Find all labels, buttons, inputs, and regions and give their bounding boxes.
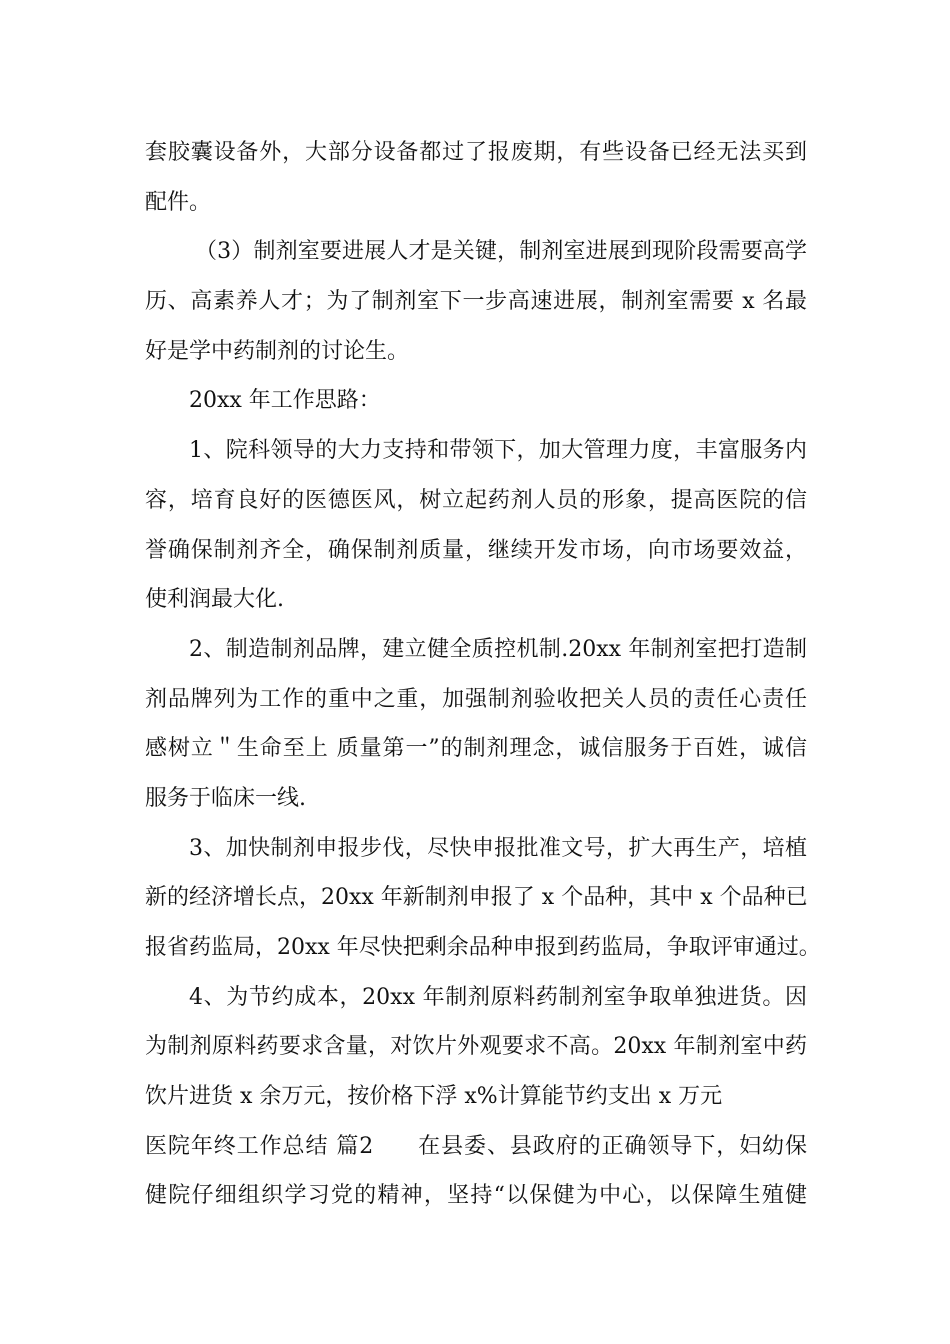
text-line: 感树立＂生命至上 质量第一”的制剂理念，诚信服务于百姓，诚信 bbox=[145, 736, 807, 762]
text-line: 好是学中药制剂的讨论生。 bbox=[145, 338, 410, 364]
section-intro: 在县委、县政府的正确领导下，妇幼保 bbox=[417, 1133, 807, 1159]
document-body bbox=[145, 128, 821, 1221]
text-line: 套胶囊设备外，大部分设备都过了报废期，有些设备已经无法买到 bbox=[145, 140, 807, 165]
section-heading: 20xx 年工作思路： bbox=[189, 388, 381, 414]
paragraph-first-line: 4、为节约成本，20xx 年制剂原料药制剂室争取单独进货。因 bbox=[189, 984, 807, 1010]
text-line: 新的经济增长点，20xx 年新制剂申报了 x 个品种，其中 x 个品种已 bbox=[145, 885, 808, 911]
text-line: 誉确保制剂齐全，确保制剂质量，继续开发市场，向市场要效益， bbox=[145, 537, 807, 563]
text-line: 饮片进货 x 余万元，按价格下浮 x%计算能节约支出 x 万元 bbox=[145, 1084, 723, 1110]
section-title-line bbox=[145, 1122, 807, 1172]
text-line: 健院仔细组织学习党的精神，坚持“以保健为中心，以保障生殖健 bbox=[145, 1183, 807, 1209]
section-title: 医院年终工作总结 篇2 bbox=[145, 1133, 374, 1159]
paragraph-first-line: 1、院科领导的大力支持和带领下，加大管理力度，丰富服务内 bbox=[189, 438, 807, 464]
paragraph-first-line: 3、加快制剂申报步伐，尽快申报批准文号，扩大再生产，培植 bbox=[189, 835, 807, 861]
text-line: 历、高素养人才；为了制剂室下一步高速进展，制剂室需要 x 名最 bbox=[145, 289, 807, 315]
text-line: 使利润最大化. bbox=[145, 587, 284, 613]
text-line: 服务于临床一线. bbox=[145, 785, 306, 811]
paragraph-first-line: （3）制剂室要进展人才是关键，制剂室进展到现阶段需要高学 bbox=[195, 239, 807, 265]
text-line: 为制剂原料药要求含量，对饮片外观要求不高。20xx 年制剂室中药 bbox=[145, 1034, 807, 1060]
text-line: 容，培育良好的医德医风，树立起药剂人员的形象，提高医院的信 bbox=[145, 487, 807, 513]
paragraph-first-line: 2、制造制剂品牌，建立健全质控机制.20xx 年制剂室把打造制 bbox=[189, 636, 807, 662]
text-line: 剂品牌列为工作的重中之重，加强制剂验收把关人员的责任心责任 bbox=[145, 686, 807, 712]
text-line: 报省药监局，20xx 年尽快把剩余品种申报到药监局，争取评审通过。 bbox=[145, 935, 821, 960]
text-line: 配件。 bbox=[145, 189, 212, 215]
